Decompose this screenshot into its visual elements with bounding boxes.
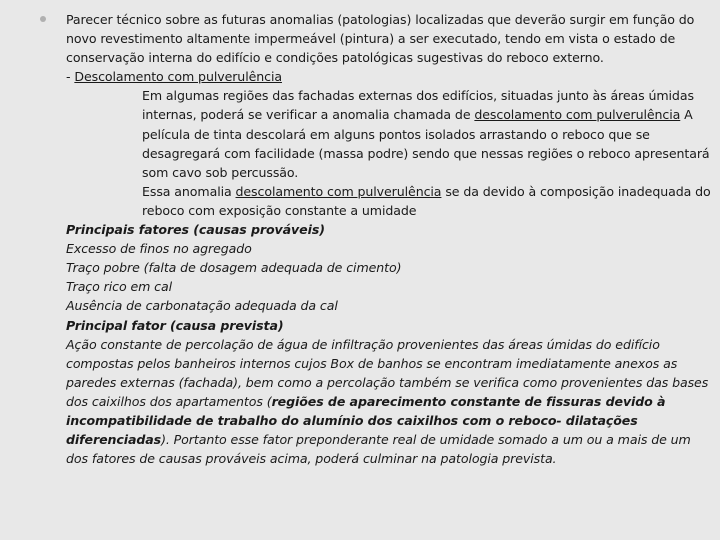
factor-item: Excesso de finos no agregado — [66, 241, 252, 257]
main-factor-end: ). Portanto esse fator preponderante real de umidade somado a um ou a mais de um dos fatores de causas prováveis acima, poderá culminar na patologia prevista. — [66, 432, 691, 467]
factor-item: Ausência de carbonatação adequada da cal — [66, 298, 338, 314]
paragraph-1 — [66, 86, 712, 181]
section-dash: - — [66, 69, 75, 85]
paragraph-2 — [66, 182, 712, 220]
intro-paragraph: Parecer técnico sobre as futuras anomalias (patologias) localizadas que deverão surgir em função do novo revestimento altamente impermeável (pintura) a ser executado, tendo em vista o estado de conservação interna do edifício e condições patológicas sugestivas do reboco externo. — [66, 12, 695, 66]
paragraph-2-term: descolamento com pulverulência — [235, 183, 442, 199]
paragraph-2-start: Essa anomalia — [142, 183, 236, 199]
paragraph-1-start: Em algumas regiões das fachadas externas dos edifícios, situadas junto às áreas úmidas internas, poderá se verificar a anomalia chamada de — [142, 88, 694, 123]
main-factor-paragraph — [66, 335, 712, 469]
main-factor-highlight: regiões de aparecimento constante de fissuras devido à incompatibilidade de trabalho do alumínio dos caixilhos com o reboco- dilatações diferenciadas — [66, 393, 666, 448]
factor-item: Traço pobre (falta de dosagem adequada de cimento) — [66, 260, 402, 276]
factor-item: Traço rico em cal — [66, 279, 173, 295]
paragraph-2-end: se da devido à composição inadequada do reboco com exposição constante a umidade — [142, 183, 711, 218]
main-factor-start: Ação constante de percolação de água de infiltração provenientes das áreas úmidas do edifício compostas pelos banheiros internos cujos Box de banhos se encontram imediatamente anexos as paredes externas (fachada), bem como a percolação também se verifica como provenientes das bases dos caixilhos dos apartamentos ( — [66, 336, 709, 409]
main-factor-title: Principal fator (causa prevista) — [66, 317, 284, 333]
paragraph-1-end: A película de tinta descolará em alguns pontos isolados arrastando o reboco que se desagregará com facilidade (massa podre) sendo que nessas regiões o reboco apresentará som cavo sob percussão. — [142, 107, 710, 180]
section-heading — [66, 67, 712, 86]
principal-factors-title: Principais fatores (causas prováveis) — [66, 222, 325, 238]
bullet-icon — [40, 16, 46, 22]
slide-body — [66, 10, 712, 468]
section-title: Descolamento com pulverulência — [74, 69, 282, 85]
paragraph-1-term: descolamento com pulverulência — [474, 107, 681, 123]
